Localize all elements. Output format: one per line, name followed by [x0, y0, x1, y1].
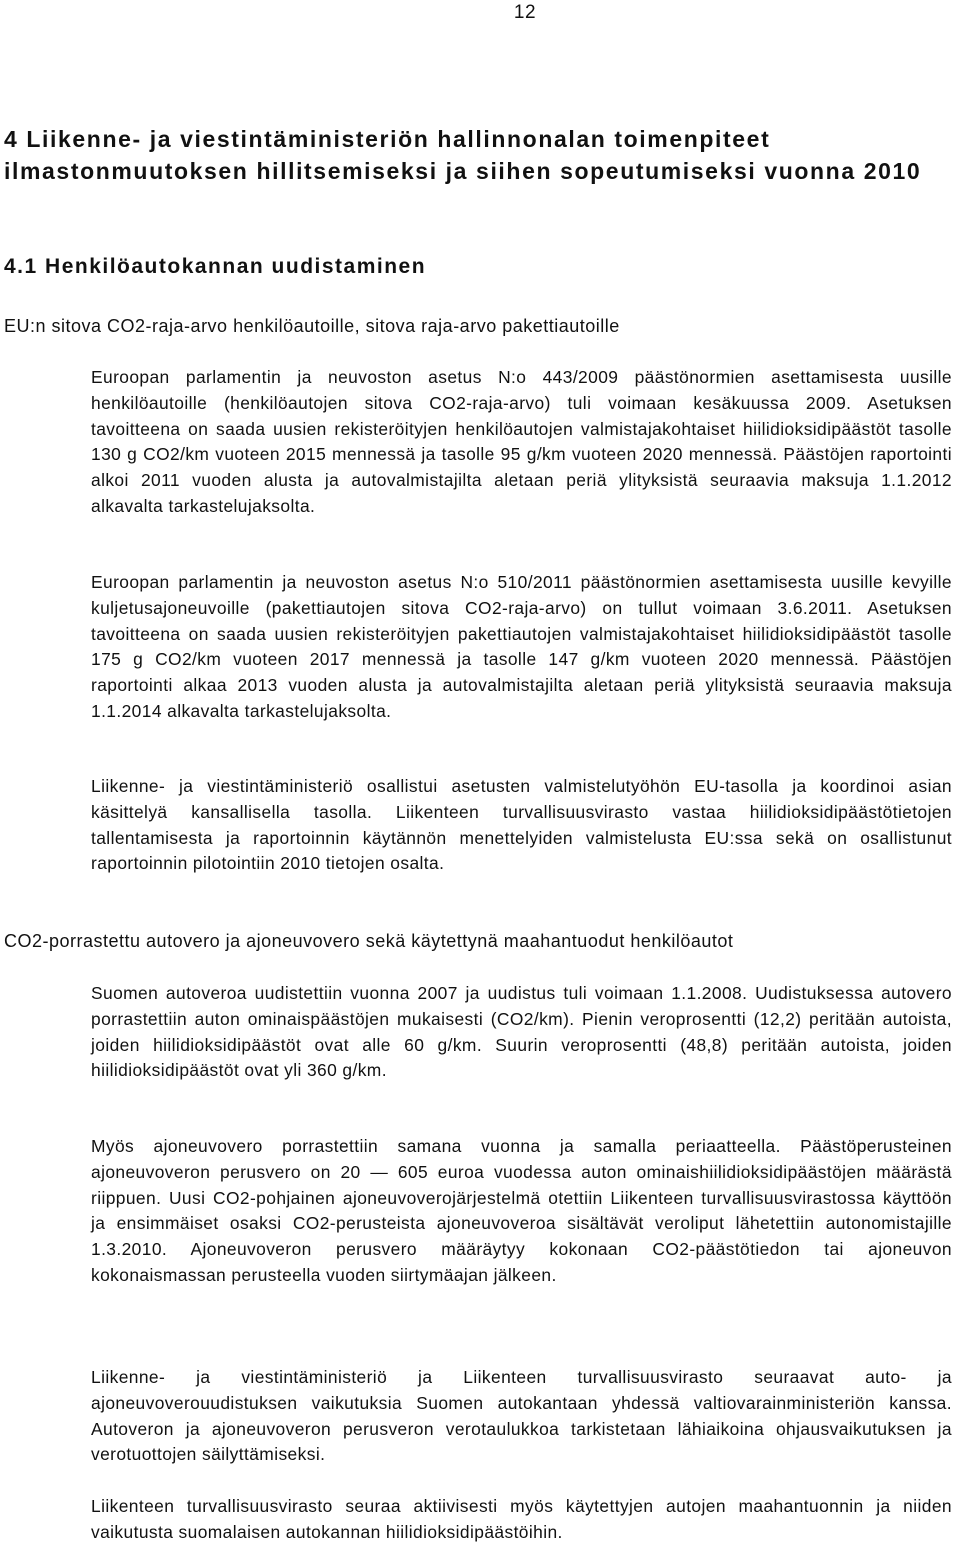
subheading-eu-limits: EU:n sitova CO2-raja-arvo henkilöautoille, sitova raja-arvo pakettiautoille	[4, 316, 620, 336]
paragraph-imports: Liikenteen turvallisuusvirasto seuraa aktiivisesti myös käytettyjen autojen maahantuonnin ja niiden vaikutusta suomalaisen autokannan hiilidioksidipäästöihin.	[91, 1496, 952, 1542]
paragraph-monitoring: Liikenne- ja viestintäministeriö ja Liikenteen turvallisuusvirasto seuraavat auto- ja ajoneuvoverouudistuksen vaikutuksia Suomen autokantaan yhdessä valtiovarainministeriön kanssa. Autoveron ja ajoneuvoveron perusveron verotaulukkoa tarkistetaan lähiaikoina ohjausvaikutuksen ja verotuottojen säilyttämiseksi.	[91, 1367, 952, 1465]
subheading-co2-tax: CO2-porrastettu autovero ja ajoneuvovero sekä käytettynä maahantuodut henkilöautot	[4, 931, 734, 951]
paragraph-autovero: Suomen autoveroa uudistettiin vuonna 2007 ja uudistus tuli voimaan 1.1.2008. Uudistuksessa autovero porrastettiin auton ominaispäästöjen mukaisesti (CO2/km). Pienin veroprosentti (12,2) peritään autoista, joiden hiilidioksidipäästöt ovat alle 60 g/km. Suurin veroprosentti (48,8) peritään autoista, joiden hiilidioksidipäästöt ovat yli 360 g/km.	[91, 983, 952, 1081]
paragraph-asetus-443: Euroopan parlamentin ja neuvoston asetus N:o 443/2009 päästönormien asettamisesta uusille henkilöautoille (henkilöautojen sitova CO2-raja-arvo) tuli voimaan kesäkuussa 2009. Asetuksen tavoitteena on saada uusien rekisteröityjen henkilöautojen valmistajakohtaiset hiilidioksidipäästöt tasolle 130 g CO2/km vuoteen 2015 mennessä ja tasolle 95 g/km vuoteen 2020 mennessä. Päästöjen raportointi alkoi 2011 vuoden alusta ja autovalmistajilta aletaan periä ylityksistä seuraavia maksuja 1.1.2012 alkavalta tarkastelujaksolta.	[91, 367, 952, 516]
paragraph-ministry-role: Liikenne- ja viestintäministeriö osallistui asetusten valmistelutyöhön EU-tasolla ja koordinoi asian käsittelyä kansallisella tasolla. Liikenteen turvallisuusvirasto vastaa hiilidioksidipäästötietojen tallentamisesta ja raportoinnin käytännön menettelyiden valmistelusta EU:ssa sekä on osallistunut raportoinnin pilotointiin 2010 tietojen osalta.	[91, 776, 952, 874]
paragraph-ajoneuvovero: Myös ajoneuvovero porrastettiin samana vuonna ja samalla periaatteella. Päästöperusteinen ajoneuvoveron perusvero on 20 — 605 euroa vuodessa auton ominaishiilidioksidipäästöjen määrästä riippuen. Uusi CO2-pohjainen ajoneuvoverojärjestelmä otettiin Liikenteen turvallisuusvirastossa käyttöön ja ensimmäiset osaksi CO2-perusteista ajoneuvoveroa sisältävät veroliput lähetettiin autonomistajille 1.3.2010. Ajoneuvoveron perusvero määräytyy kokonaan CO2-päästötiedon tai ajoneuvon kokonaismassan perusteella vuoden siirtymäajan jälkeen.	[91, 1136, 952, 1285]
page-number: 12	[513, 2, 537, 23]
chapter-title: 4 Liikenne- ja viestintäministeriön hallinnonalan toimenpiteet ilmastonmuutoksen hillitsemiseksi ja siihen sopeutumiseksi vuonna 2010	[4, 126, 922, 184]
section-title: 4.1 Henkilöautokannan uudistaminen	[4, 255, 427, 278]
paragraph-asetus-510: Euroopan parlamentin ja neuvoston asetus N:o 510/2011 päästönormien asettamisesta uusille kevyille kuljetusajoneuvoille (pakettiautojen sitova CO2-raja-arvo) on tullut voimaan 3.6.2011. Asetuksen tavoitteena on saada uusien rekisteröityjen pakettiautojen valmistajakohtaiset hiilidioksidipäästöt tasolle 175 g CO2/km vuoteen 2017 mennessä ja tasolle 147 g/km vuoteen 2020 mennessä. Päästöjen raportointi alkaa 2013 vuoden alusta ja autovalmistajilta aletaan periä ylityksistä seuraavia maksuja 1.1.2014 alkavalta tarkastelujaksolta.	[91, 572, 952, 721]
